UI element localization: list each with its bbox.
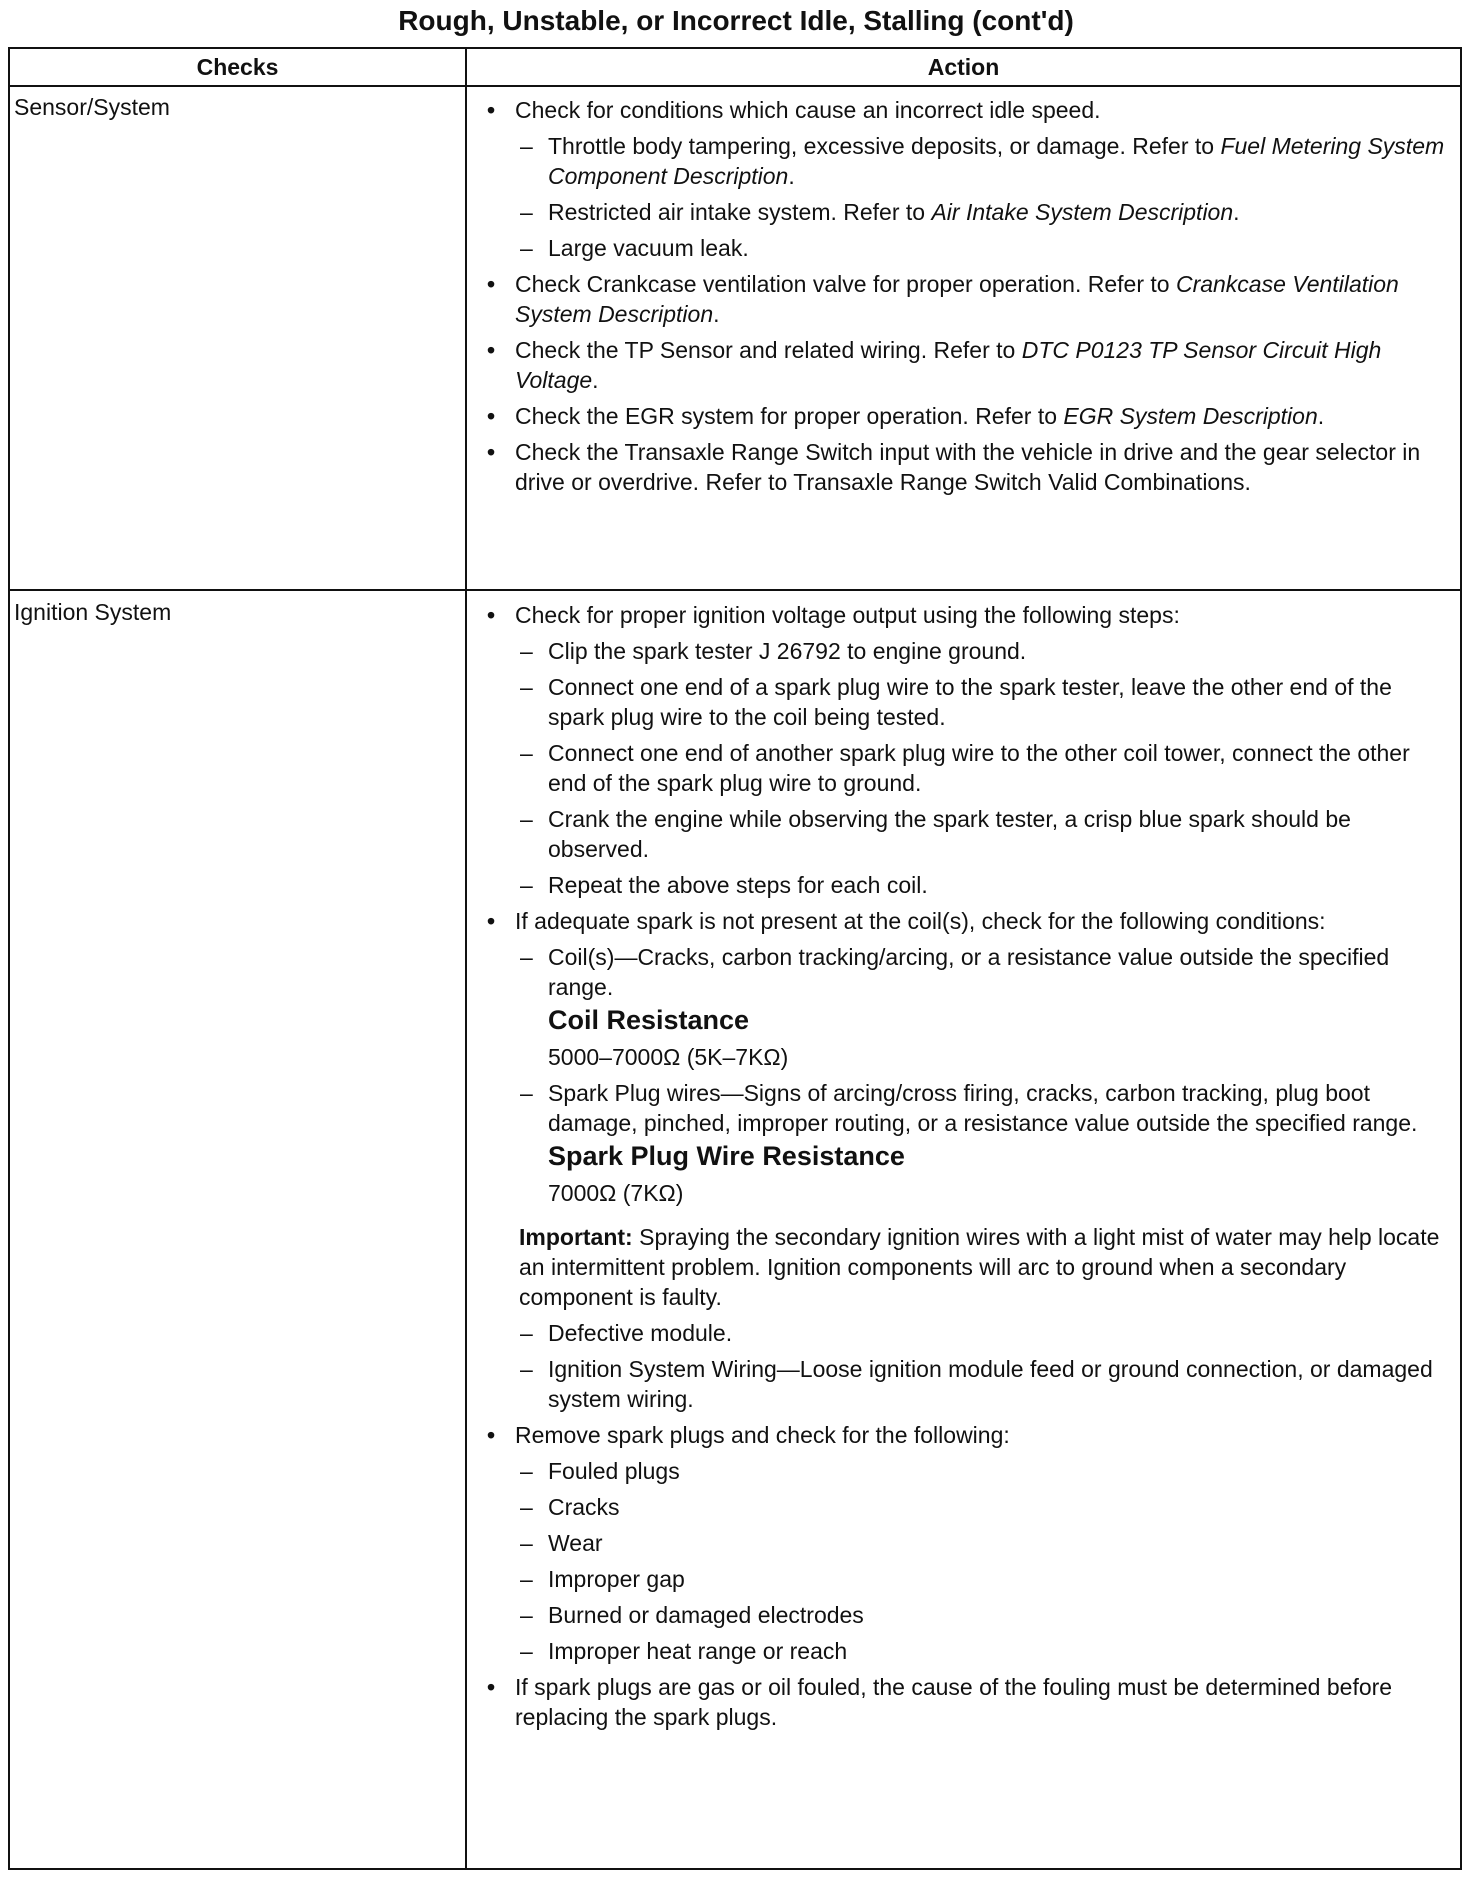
header-divider xyxy=(10,85,1460,87)
list-item: • Check Crankcase ventilation valve for proper operation. Refer to Crankcase Ventilation System Description. xyxy=(487,271,1399,327)
dash-icon: – xyxy=(520,1356,533,1382)
list-item: – Fouled plugs xyxy=(520,1458,680,1484)
dash-icon: – xyxy=(520,1080,533,1106)
list-item: • If adequate spark is not present at the coil(s), check for the following conditions: xyxy=(487,908,1326,934)
list-item: – Large vacuum leak. xyxy=(520,235,749,261)
spec-value: 5000–7000Ω (5K–7KΩ) xyxy=(548,1044,789,1070)
dash-icon: – xyxy=(520,1458,533,1484)
list-item: – Spark Plug wires—Signs of arcing/cross firing, cracks, carbon tracking, plug boot damage, pinched, improper routing, or a resistance value outside the specified range. xyxy=(520,1080,1418,1136)
dash-icon: – xyxy=(520,944,533,970)
important-note: Important: Spraying the secondary ignition wires with a light mist of water may help locate an intermittent problem. Ignition components will arc to ground when a secondary component is faulty. xyxy=(519,1224,1440,1310)
dash-icon: – xyxy=(520,1566,533,1592)
dash-icon: – xyxy=(520,199,533,225)
list-item: – Improper gap xyxy=(520,1566,685,1592)
bullet-icon: • xyxy=(487,337,496,363)
list-item: – Throttle body tampering, excessive deposits, or damage. Refer to Fuel Metering System Component Description. xyxy=(520,133,1445,189)
dash-icon: – xyxy=(520,1530,533,1556)
dash-icon: – xyxy=(520,674,533,700)
dash-icon: – xyxy=(520,806,533,832)
list-item: • Check the EGR system for proper operation. Refer to EGR System Description. xyxy=(487,403,1325,429)
list-item: – Coil(s)—Cracks, carbon tracking/arcing, or a resistance value outside the specified range. xyxy=(520,944,1390,1000)
row-divider xyxy=(10,589,1460,591)
spec-value: 7000Ω (7KΩ) xyxy=(548,1180,684,1206)
list-item: • Remove spark plugs and check for the following: xyxy=(487,1422,1010,1448)
dash-icon: – xyxy=(520,1638,533,1664)
list-item: – Connect one end of a spark plug wire to the spark tester, leave the other end of the spark plug wire to the coil being tested. xyxy=(520,674,1392,730)
bullet-icon: • xyxy=(487,1674,496,1700)
list-item: – Cracks xyxy=(520,1494,620,1520)
page-title: Rough, Unstable, or Incorrect Idle, Stalling (cont'd) xyxy=(398,5,1074,36)
list-item: • If spark plugs are gas or oil fouled, the cause of the fouling must be determined before replacing the spark plugs. xyxy=(487,1674,1393,1730)
dash-icon: – xyxy=(520,1320,533,1346)
bullet-icon: • xyxy=(487,1422,496,1448)
bullet-icon: • xyxy=(487,602,496,628)
dash-icon: – xyxy=(520,133,533,159)
check-ignition-system: Ignition System xyxy=(14,599,172,625)
list-item: – Wear xyxy=(520,1530,603,1556)
dash-icon: – xyxy=(520,1602,533,1628)
list-item: – Ignition System Wiring—Loose ignition module feed or ground connection, or damaged system wiring. xyxy=(520,1356,1433,1412)
spec-heading: Coil Resistance xyxy=(548,1005,750,1035)
column-divider xyxy=(465,49,467,1868)
action-ignition-system xyxy=(487,600,1450,1732)
bullet-icon: • xyxy=(487,403,496,429)
dash-icon: – xyxy=(520,638,533,664)
dash-icon: – xyxy=(520,235,533,261)
dash-icon: – xyxy=(520,740,533,766)
list-item: – Clip the spark tester J 26792 to engine ground. xyxy=(520,638,1027,664)
check-sensor-system: Sensor/System xyxy=(14,94,170,120)
dash-icon: – xyxy=(520,872,533,898)
list-item: • Check the TP Sensor and related wiring. Refer to DTC P0123 TP Sensor Circuit High Voltage. xyxy=(487,337,1382,393)
dash-icon: – xyxy=(520,1494,533,1520)
list-item: • Check the Transaxle Range Switch input with the vehicle in drive and the gear selector in drive or overdrive. Refer to Transaxle Range Switch Valid Combinations. xyxy=(487,439,1421,495)
diagnostic-table xyxy=(8,47,1462,1870)
bullet-icon: • xyxy=(487,439,496,465)
action-sensor-system xyxy=(487,95,1450,497)
list-item: – Crank the engine while observing the spark tester, a crisp blue spark should be observed. xyxy=(520,806,1351,862)
list-item: – Defective module. xyxy=(520,1320,733,1346)
list-item: – Connect one end of another spark plug wire to the other coil tower, connect the other end of the spark plug wire to ground. xyxy=(520,740,1410,796)
list-item: • Check for proper ignition voltage output using the following steps: xyxy=(487,602,1180,628)
list-item: – Repeat the above steps for each coil. xyxy=(520,872,928,898)
list-item: – Improper heat range or reach xyxy=(520,1638,848,1664)
spec-heading: Spark Plug Wire Resistance xyxy=(548,1141,905,1171)
header-action: Action xyxy=(927,54,1000,80)
list-item: – Burned or damaged electrodes xyxy=(520,1602,864,1628)
header-checks: Checks xyxy=(196,54,279,80)
list-item: • Check for conditions which cause an incorrect idle speed. xyxy=(487,97,1101,123)
bullet-icon: • xyxy=(487,908,496,934)
bullet-icon: • xyxy=(487,271,496,297)
bullet-icon: • xyxy=(487,97,496,123)
list-item: – Restricted air intake system. Refer to Air Intake System Description. xyxy=(520,199,1240,225)
